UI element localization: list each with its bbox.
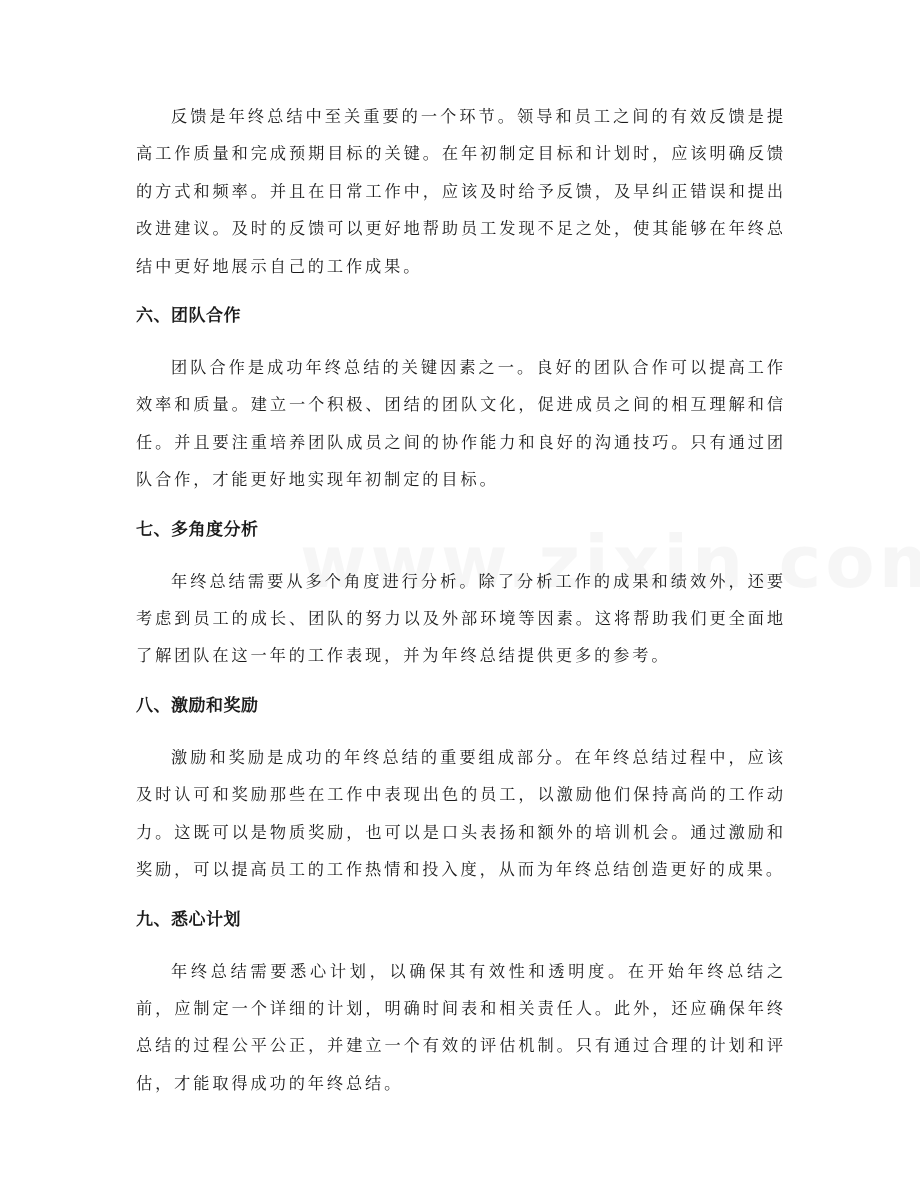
feedback-paragraph: 反馈是年终总结中至关重要的一个环节。领导和员工之间的有效反馈是提高工作质量和完成预期目标的关键。在年初制定目标和计划时，应该明确反馈的方式和频率。并且在日常工作中，应该及时给予反馈，及早纠正错误和提出改进建议。及时的反馈可以更好地帮助员工发现不足之处，使其能够在年终总结中更好地展示自己的工作成果。 [136, 107, 786, 276]
section-body-incentive: 激励和奖励是成功的年终总结的重要组成部分。在年终总结过程中，应该及时认可和奖励那些在工作中表现出色的员工，以激励他们保持高尚的工作动力。这既可以是物质奖励，也可以是口头表扬和额外的培训机会。通过激励和奖励，可以提高员工的工作热情和投入度，从而为年终总结创造更好的成果。 [136, 747, 786, 880]
section-heading-planning: 九、悉心计划 [136, 909, 241, 930]
section-heading-analysis: 七、多角度分析 [136, 519, 259, 540]
section-body-team: 团队合作是成功年终总结的关键因素之一。良好的团队合作可以提高工作效率和质量。建立一个积极、团结的团队文化，促进成员之间的相互理解和信任。并且要注重培养团队成员之间的协作能力和良好的沟通技巧。只有通过团队合作，才能更好地实现年初制定的目标。 [136, 358, 786, 490]
section-heading-team: 六、团队合作 [136, 306, 241, 327]
document-page [136, 98, 786, 1102]
section-body-analysis: 年终总结需要从多个角度进行分析。除了分析工作的成果和绩效外，还要考虑到员工的成长、团队的努力以及外部环境等因素。这将帮助我们更全面地了解团队在这一年的工作表现，并为年终总结提供更多的参考。 [136, 571, 786, 666]
section-heading-incentive: 八、激励和奖励 [136, 695, 259, 716]
section-body-planning: 年终总结需要悉心计划，以确保其有效性和透明度。在开始年终总结之前，应制定一个详细的计划，明确时间表和相关责任人。此外，还应确保年终总结的过程公平公正，并建立一个有效的评估机制。只有通过合理的计划和评估，才能取得成功的年终总结。 [136, 961, 786, 1093]
